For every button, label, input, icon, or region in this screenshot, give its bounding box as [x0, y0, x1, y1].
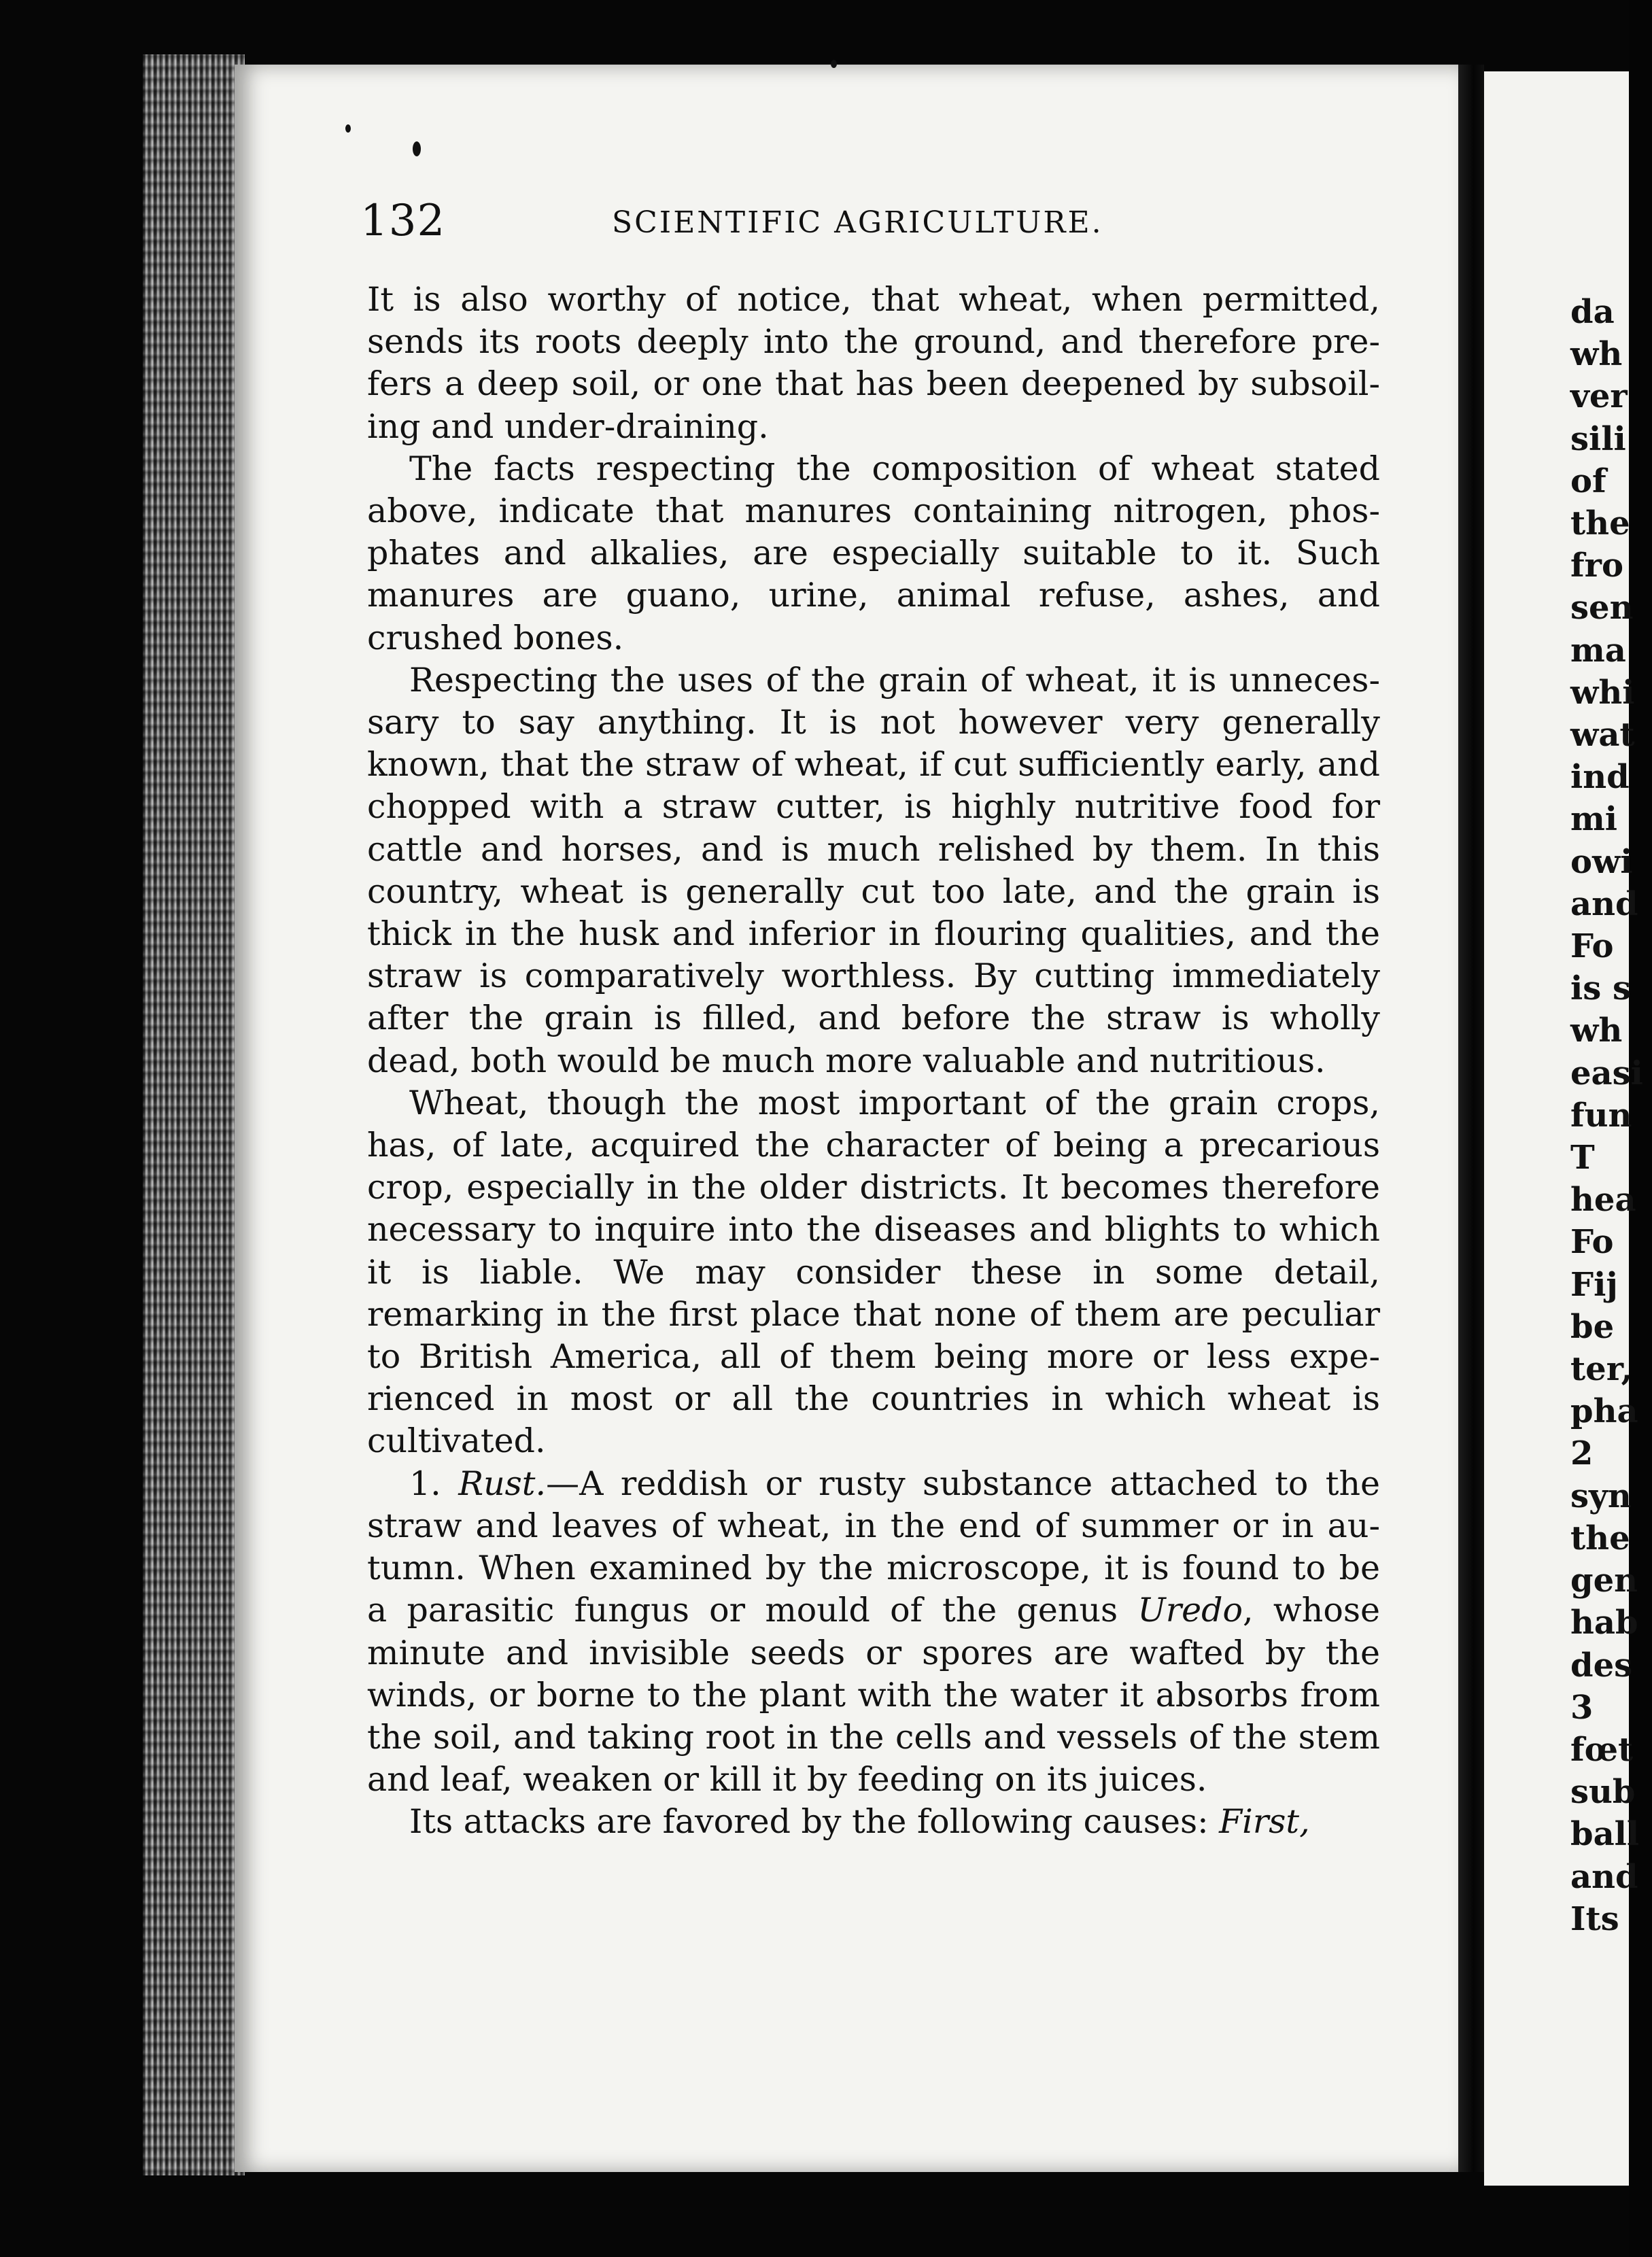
facing-page-line: Its: [1570, 1899, 1619, 1938]
paragraph-roots: It is also worthy of notice, that wheat, when permitted, sends its roots deeply into the ground, and therefore prefers a deep soil, or one that has been deepened by subsoiling and under-draining.: [367, 280, 1380, 446]
facing-page-line: wat: [1570, 716, 1635, 755]
facing-page-line: is s: [1570, 969, 1631, 1008]
facing-page-line: pha: [1570, 1392, 1638, 1431]
term-rust: Rust.: [458, 1464, 547, 1503]
facing-page-line: ind: [1570, 758, 1630, 797]
facing-page-line: da: [1570, 293, 1615, 331]
facing-page-line: sub: [1570, 1773, 1636, 1812]
facing-page-line: be: [1570, 1307, 1615, 1346]
running-title: SCIENTIFIC AGRICULTURE.: [612, 205, 1103, 240]
facing-page-line: easi: [1570, 1054, 1643, 1092]
item-number: 1.: [409, 1464, 441, 1503]
facing-page-line: 3: [1570, 1688, 1594, 1727]
facing-page-text: [1570, 291, 1652, 1940]
facing-page-line: T: [1570, 1139, 1595, 1177]
page-body: [367, 279, 1380, 1844]
facing-page-line: hab: [1570, 1604, 1638, 1642]
facing-page-line: hea: [1570, 1181, 1636, 1220]
facing-page-line: 2: [1570, 1434, 1594, 1473]
page-header: [360, 196, 1380, 257]
facing-page-line: Fij: [1570, 1265, 1618, 1304]
facing-page-line: des: [1570, 1646, 1633, 1685]
paragraph-rust: [367, 1463, 1380, 1802]
facing-page-line: owi: [1570, 842, 1633, 881]
facing-page-line: and: [1570, 1857, 1638, 1896]
ink-speck: [345, 124, 351, 133]
facing-page-line: whi: [1570, 673, 1635, 712]
paragraph-uses: Respecting the uses of the grain of wheat, it is unnecessary to say anything. It is not however very generally known, that the straw of wheat, if cut sufficiently early, and chopped with a straw cutter, is highly nutritive food for cattle and horses, and is much relished by them. In this country, wheat is generally cut too late, and the grain is thick in the husk and inferior in flouring qualities, and the straw is comparatively worthless. By cutting immediately after the grain is filled, and before the straw is wholly dead, both would be much more valuable and nutritious.: [367, 660, 1380, 1080]
facing-page-line: of: [1570, 462, 1606, 500]
facing-page-line: mi: [1570, 800, 1618, 839]
facing-page-line: the: [1570, 504, 1630, 543]
facing-page-line: ball: [1570, 1815, 1640, 1854]
ink-speck: [413, 141, 421, 156]
facing-page-line: the: [1570, 1519, 1630, 1557]
facing-page-line: wh: [1570, 1012, 1623, 1050]
rust-text-b: , whose minute and invisible seeds or spores are wafted by the winds, or borne to the plant with the water it absorbs from the soil, and taking root in the cells and vessels of the stem and leaf, weaken or kill it by feeding on its juices.: [367, 1591, 1380, 1799]
facing-page-line: sen: [1570, 589, 1634, 627]
facing-page-line: ver: [1570, 377, 1628, 416]
facing-page-line: sili: [1570, 419, 1626, 458]
facing-page-line: ter,: [1570, 1350, 1633, 1389]
facing-page-line: ma: [1570, 631, 1626, 670]
facing-page-line: fœt: [1570, 1730, 1634, 1769]
ink-speck: [831, 60, 837, 68]
first-word: First,: [1219, 1802, 1310, 1842]
facing-page-line: syn: [1570, 1477, 1632, 1515]
facing-page-line: gen: [1570, 1562, 1638, 1600]
paragraph-manures: The facts respecting the composition of wheat stated above, indicate that manures containing nitrogen, phosphates and alkalies, are especially suitable to it. Such manures are guano, urine, animal refuse, ashes, and crushed bones.: [367, 449, 1380, 657]
facing-page-line: Fo: [1570, 927, 1614, 966]
book-gutter: [1458, 65, 1484, 2172]
paragraph-causes: [367, 1801, 1380, 1843]
rust-text-a: —A reddish or rusty substance attached to the straw and leaves of wheat, in the end of summer or in autumn. When examined by the microscope, it is found to be a parasitic fungus or mould of the genus: [367, 1464, 1381, 1630]
facing-page-line: wh: [1570, 335, 1623, 374]
genus-name: Uredo: [1137, 1591, 1243, 1630]
paragraph-diseases: Wheat, though the most important of the grain crops, has, of late, acquired the character of being a precarious crop, especially in the older districts. It becomes therefore necessary to inquire into the diseases and blights to which it is liable. We may consider these in some detail, remarking in the first place that none of them are peculiar to British America, all of them being more or less experienced in most or all the countries in which wheat is cultivated.: [367, 1083, 1380, 1461]
facing-page-line: fro: [1570, 547, 1623, 585]
facing-page-line: fun: [1570, 1096, 1632, 1135]
facing-page-line: and: [1570, 884, 1638, 923]
facing-page-line: Fo: [1570, 1223, 1614, 1262]
book-fore-edge: [143, 54, 245, 2175]
page-number: 132: [360, 196, 446, 246]
causes-text: Its attacks are favored by the following causes:: [409, 1802, 1220, 1842]
